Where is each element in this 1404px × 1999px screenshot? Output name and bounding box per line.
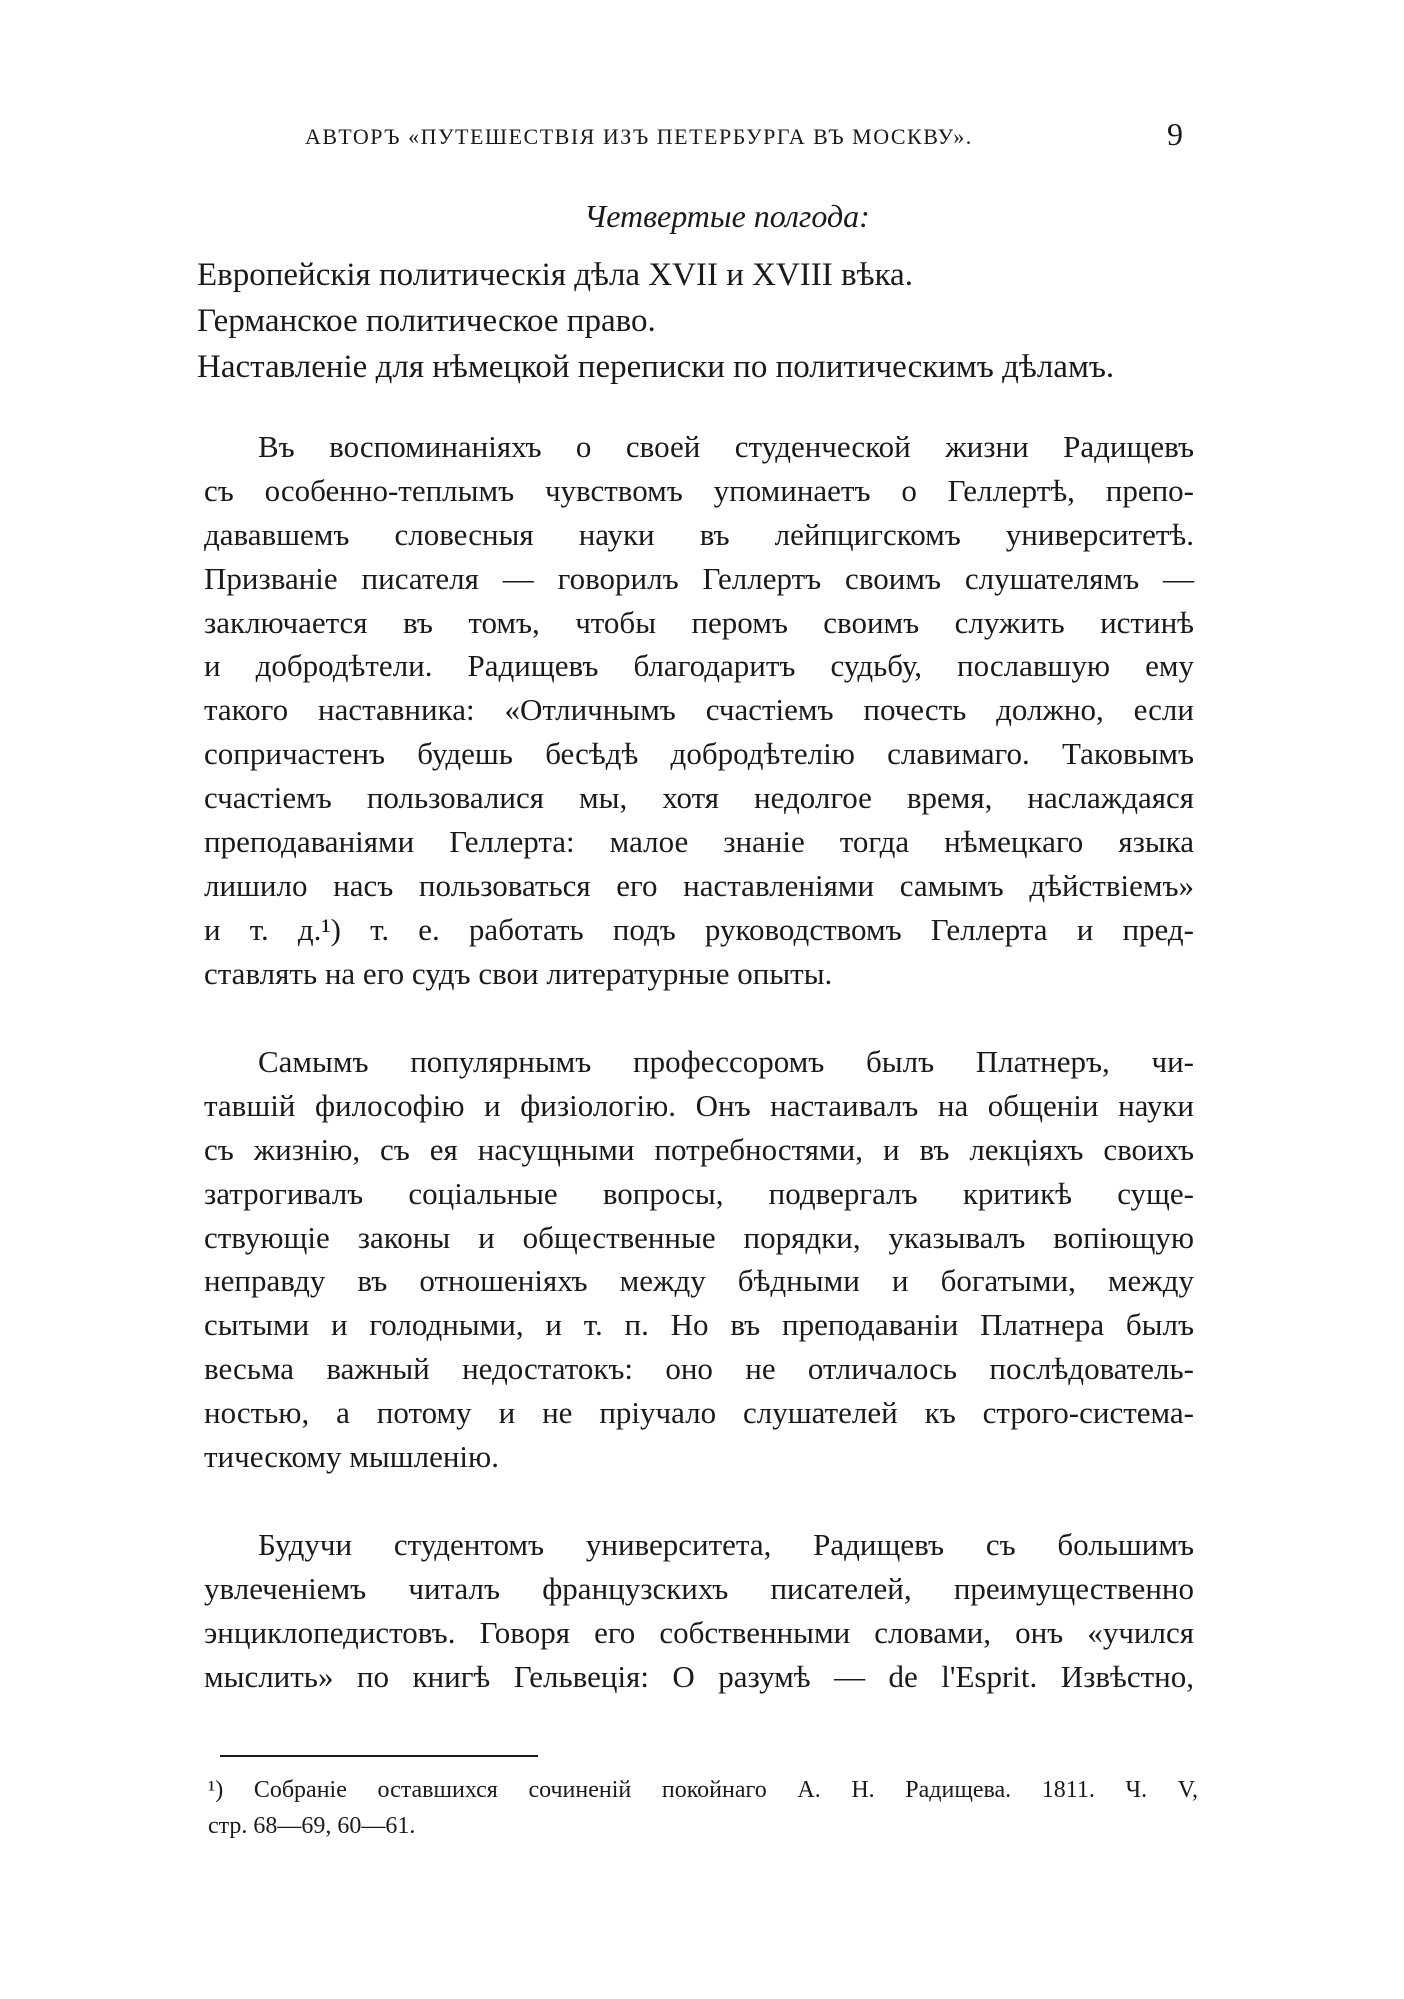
text-line: мыслить» по книгѣ Гельвеція: О разумѣ — de l'Esprit. Извѣстно, [204, 1658, 1194, 1694]
course-list [197, 252, 1197, 390]
text-line: дававшемъ словесныя науки въ лейпцигскомъ университетѣ. [204, 516, 1194, 552]
text-line: съ жизнію, съ ея насущными потребностями, и въ лекціяхъ своихъ [204, 1131, 1194, 1167]
text-line: и т. д.¹) т. е. работать подъ руководствомъ Геллерта и пред- [204, 911, 1194, 947]
text-line: Призваніе писателя — говорилъ Геллертъ своимъ слушателямъ — [204, 560, 1194, 596]
footnote-line: стр. 68—69, 60—61. [208, 1813, 416, 1839]
text-line: счастіемъ пользовалися мы, хотя недолгое время, наслаждаяся [204, 780, 1194, 816]
subheading-text: Четвертые полгода: [584, 198, 870, 234]
text-line: энциклопедистовъ. Говоря его собственными словами, онъ «учился [204, 1614, 1194, 1650]
text-line: Будучи студентомъ университета, Радищевъ съ большимъ [258, 1527, 1194, 1562]
text-line: и добродѣтели. Радищевъ благодаритъ судьбу, пославшую ему [204, 648, 1194, 684]
paragraph-geller [204, 425, 1194, 996]
footnote [208, 1772, 1198, 1844]
paragraph-student [204, 1523, 1194, 1699]
text-line: Самымъ популярнымъ профессоромъ былъ Платнеръ, чи- [258, 1044, 1194, 1079]
text-line: неправду въ отношеніяхъ между бѣдными и богатыми, между [204, 1263, 1194, 1299]
text-line: съ особенно-теплымъ чувствомъ упоминаетъ о Геллертѣ, препо- [204, 472, 1194, 508]
course-item: Наставленіе для нѣмецкой переписки по политическимъ дѣламъ. [197, 349, 1115, 385]
course-item: Германское политическое право. [197, 303, 656, 339]
text-line: такого наставника: «Отличнымъ счастіемъ почесть должно, если [204, 692, 1194, 728]
text-line: ставлять на его судъ свои литературные опыты. [204, 955, 833, 991]
text-line: сопричастенъ будешь бесѣдѣ добродѣтелію славимаго. Таковымъ [204, 736, 1194, 772]
text-line: преподаваніями Геллерта: малое знаніе тогда нѣмецкаго языка [204, 824, 1194, 860]
text-line: сытыми и голодными, и т. п. Но въ преподаваніи Платнера былъ [204, 1307, 1194, 1343]
footnote-rule [220, 1755, 538, 1757]
course-item: Европейскія политическія дѣла XVII и XVIII вѣка. [197, 257, 913, 293]
section-subheading [0, 198, 1404, 235]
text-line: увлеченіемъ читалъ французскихъ писателей, преимущественно [204, 1570, 1194, 1606]
text-line: Въ воспоминаніяхъ о своей студенческой жизни Радищевъ [258, 429, 1194, 464]
page-number: 9 [1167, 116, 1183, 152]
text-line: тическому мышленію. [204, 1439, 499, 1475]
text-line: затрогивалъ соціальные вопросы, подвергалъ критикѣ суще- [204, 1175, 1194, 1211]
paragraph-platner [204, 1040, 1194, 1479]
running-title: АВТОРЪ «ПУТЕШЕСТВІЯ ИЗЪ ПЕТЕРБУРГА ВЪ МОСКВУ». [305, 124, 973, 149]
text-line: лишило насъ пользоваться его наставленіями самымъ дѣйствіемъ» [204, 867, 1194, 903]
text-line: ностью, а потому и не пріучало слушателей къ строго-система- [204, 1395, 1194, 1431]
footnote-line: ¹) Собраніе оставшихся сочиненій покойнаго А. Н. Радищева. 1811. Ч. V, [208, 1777, 1198, 1803]
text-line: заключается въ томъ, чтобы перомъ своимъ служить истинѣ [204, 604, 1194, 640]
text-line: ствующіе законы и общественные порядки, указывалъ вопіющую [204, 1219, 1194, 1255]
text-line: весьма важный недостатокъ: оно не отличалось послѣдователь- [204, 1351, 1194, 1387]
text-line: тавшій философію и физіологію. Онъ настаивалъ на общеніи науки [204, 1087, 1194, 1123]
